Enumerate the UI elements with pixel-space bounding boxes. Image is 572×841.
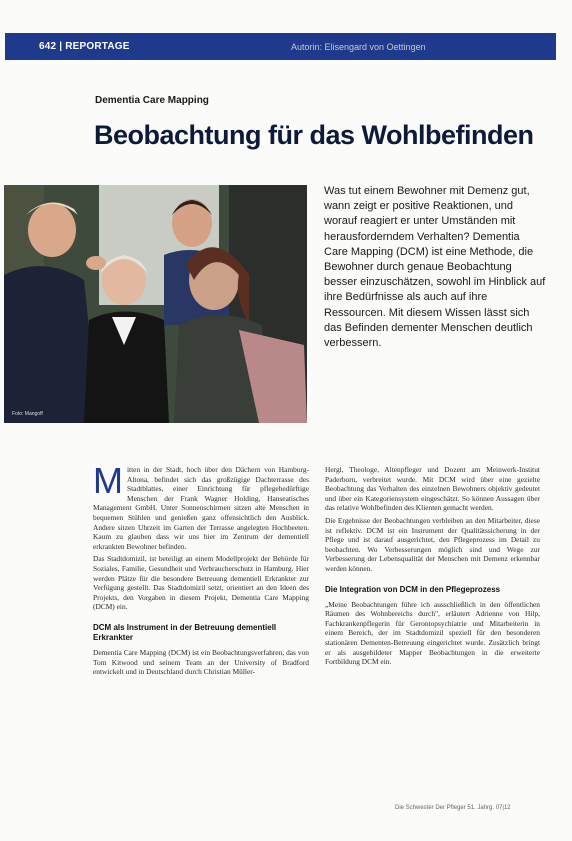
subheading: DCM als Instrument in der Betreuung dementiell Erkrankter <box>93 622 277 642</box>
photo-credit: Foto: Mangoff <box>12 411 43 417</box>
body-paragraph: Dementia Care Mapping (DCM) ist ein Beobachtungsverfahren, das von Tom Kitwood und seinem Team an der University of Bradford entwickelt und in Deutschland durch Christian Müller- <box>93 647 309 677</box>
body-column-2 <box>325 465 540 670</box>
section-label: 642 | REPORTAGE <box>39 41 130 52</box>
header-bar <box>5 33 556 60</box>
subheading: Die Integration von DCM in den Pflegeprozess <box>325 584 501 594</box>
lead-paragraph: Was tut einem Bewohner mit Demenz gut, wann zeigt er positive Reaktionen, und worauf reagiert er unter Umständen mit herausforderndem Verhalten? Dementia Care Mapping (DCM) ist eine Methode, die Bewohner durch genaue Beobachtung besser einzuschätzen, sowohl im Hinblick auf ihre Bedürfnisse als auch auf ihre Ressourcen. Mit diesem Wissen lässt sich das Befinden dementer Menschen deutlich verbessern. <box>324 185 546 350</box>
author-label: Autorin: Elisengard von Oettingen <box>291 41 426 52</box>
body-paragraph: Die Ergebnisse der Beobachtungen verbleiben an den Mitarbeiter, diese ist reflektiv. DCM ist ein Instrument der Qualitätssicherung in der Pflege und ist darauf ausgerichtet, den Pflegeprozess im Detail zu beobachten. Wo Verbesserungen möglich sind und Wege zur Verbesserung der Lebensqualität der Menschen mit Demenz erkennbar werden können. <box>325 515 540 573</box>
body-paragraph: Das Stadtdomizil, ist beteiligt an einem Modellprojekt der Behörde für Soziales, Familie, Gesundheit und Verbraucherschutz in Hamburg. Hier werden Plätze für die besondere Betreuung dementiell Erkrankter zur Verfügung gestellt. Das Stadtdomizil setzt, orientiert an den Ideen des Projekts, den Vorgaben in diesem Projekt, Dementia Care Mapping (DCM) ein. <box>93 554 309 612</box>
body-paragraph: „Meine Beobachtungen führe ich ausschließlich in den öffentlichen Räumen des Wohnbereichs durch", erläutert Adrienne von Hilp, Fachkrankenpflegerin für Gerontopsychiatrie und Mitarbeiterin in einem Bereich, der im Stadtdomizil speziell für den besonderen stationären Dementen-Betreuung eingerichtet wurde. Zusätzlich bringt er als ausgebildeter Mapper Beobachtungen in die erweiterte Fortbildung DCM ein. <box>325 599 540 667</box>
dropcap: M <box>93 460 123 501</box>
headline: Beobachtung für das Wohlbefinden <box>94 120 534 150</box>
page-footer: Die Schwester Der Pfleger 51. Jahrg. 07|12 <box>395 805 511 811</box>
article-photo <box>4 185 307 423</box>
body-paragraph: itten in der Stadt, hoch über den Dächern von Hamburg-Altona, befindet sich das großzügige Dachterrasse des Stadtblattes, einer Einrichtung für pflegebedürftige Menschen der Frank Wagner Holding, Hanseatisches Management GmbH. Unter Sonnenschirmen sitzen alte Menschen in bequemen Stühlen und genießen ganz offensichtlich den Ausblick. Andere sitzen Uhrzeit im Garten der Terrasse angelegten Hochbeeten. Kaum zu glauben dass wir uns hier im Zentrum der dementiell erkrankten Bewohner befinden. <box>93 465 309 551</box>
kicker: Dementia Care Mapping <box>95 95 209 106</box>
photo-illustration <box>4 185 307 423</box>
body-paragraph: Hergl, Theologe, Altenpfleger und Dozent am Meinwerk-Institut Paderborn, verbreitet wurde. Mit DCM wird über eine gezielte Beobachtung das Verhalten des einzelnen Bewohners objektiv gedeutet und über ein Kategoriensystem eingeschätzt. So können Aussagen über das relative Wohlbefinden des Klienten gemacht werden. <box>325 465 540 513</box>
body-column-1 <box>93 460 309 680</box>
